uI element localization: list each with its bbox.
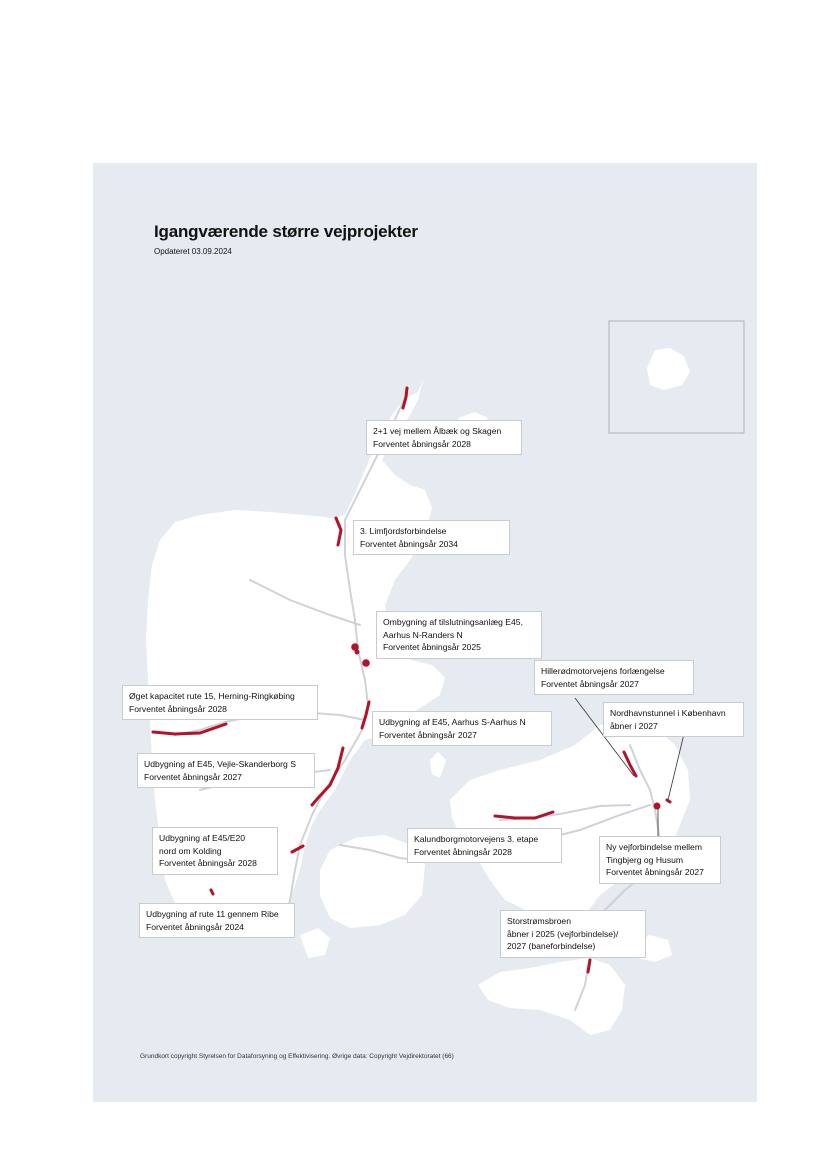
- label-ribe: Udbygning af rute 11 gennem Ribe Forventet åbningsår 2024: [139, 903, 295, 938]
- project-point-tingbjerg: [654, 803, 661, 810]
- project-point-aarhus-n-2: [355, 650, 360, 655]
- map-title: Igangværende større vejprojekter: [154, 222, 418, 241]
- label-vejle-skanderborg: Udbygning af E45, Vejle-Skanderborg S Forventet åbningsår 2027: [137, 753, 315, 788]
- project-line-ribe: [211, 890, 213, 894]
- label-rute15: Øget kapacitet rute 15, Herning-Ringkøbing Forventet åbningsår 2028: [122, 685, 318, 720]
- label-kolding: Udbygning af E45/E20 nord om Kolding Forventet åbningsår 2028: [152, 827, 278, 875]
- label-nordhavnstunnel: Nordhavnstunnel i København åbner i 2027: [603, 702, 744, 737]
- label-limfjord: 3. Limfjordsforbindelse Forventet åbningsår 2034: [353, 520, 510, 555]
- label-storstroemsbroen: Storstrømsbroen åbner i 2025 (vejforbindelse)/ 2027 (baneforbindelse): [500, 910, 646, 958]
- land-lolland-falster: [478, 958, 625, 1035]
- label-tingbjerg-husum: Ny vejforbindelse mellem Tingbjerg og Husum Forventet åbningsår 2027: [599, 836, 721, 884]
- project-line-storstroemsbroen: [588, 960, 590, 972]
- updated-date: Opdateret 03.09.2024: [154, 247, 232, 256]
- project-line-nordhavn: [667, 800, 670, 802]
- copyright-footer: Grundkort copyright Styrelsen for Dataforsyning og Effektivisering. Øvrige data: Copyright Vejdirektoratet (66): [140, 1053, 454, 1060]
- land-als: [300, 928, 330, 958]
- label-kalundborg: Kalundborgmotorvejens 3. etape Forventet åbningsår 2028: [407, 828, 562, 863]
- label-aarhus-n-randers: Ombygning af tilslutningsanlæg E45, Aarhus N-Randers N Forventet åbningsår 2025: [376, 611, 542, 659]
- label-hillerod: Hillerødmotorvejens forlængelse Forventet åbningsår 2027: [534, 660, 694, 695]
- land-zealand: [450, 720, 690, 920]
- label-aalbaek-skagen: 2+1 vej mellem Ålbæk og Skagen Forventet åbningsår 2028: [366, 420, 522, 455]
- label-e45-aarhus: Udbygning af E45, Aarhus S-Aarhus N Forventet åbningsår 2027: [372, 711, 552, 746]
- land-samsoe: [430, 752, 446, 778]
- project-point-randers-n: [362, 659, 370, 667]
